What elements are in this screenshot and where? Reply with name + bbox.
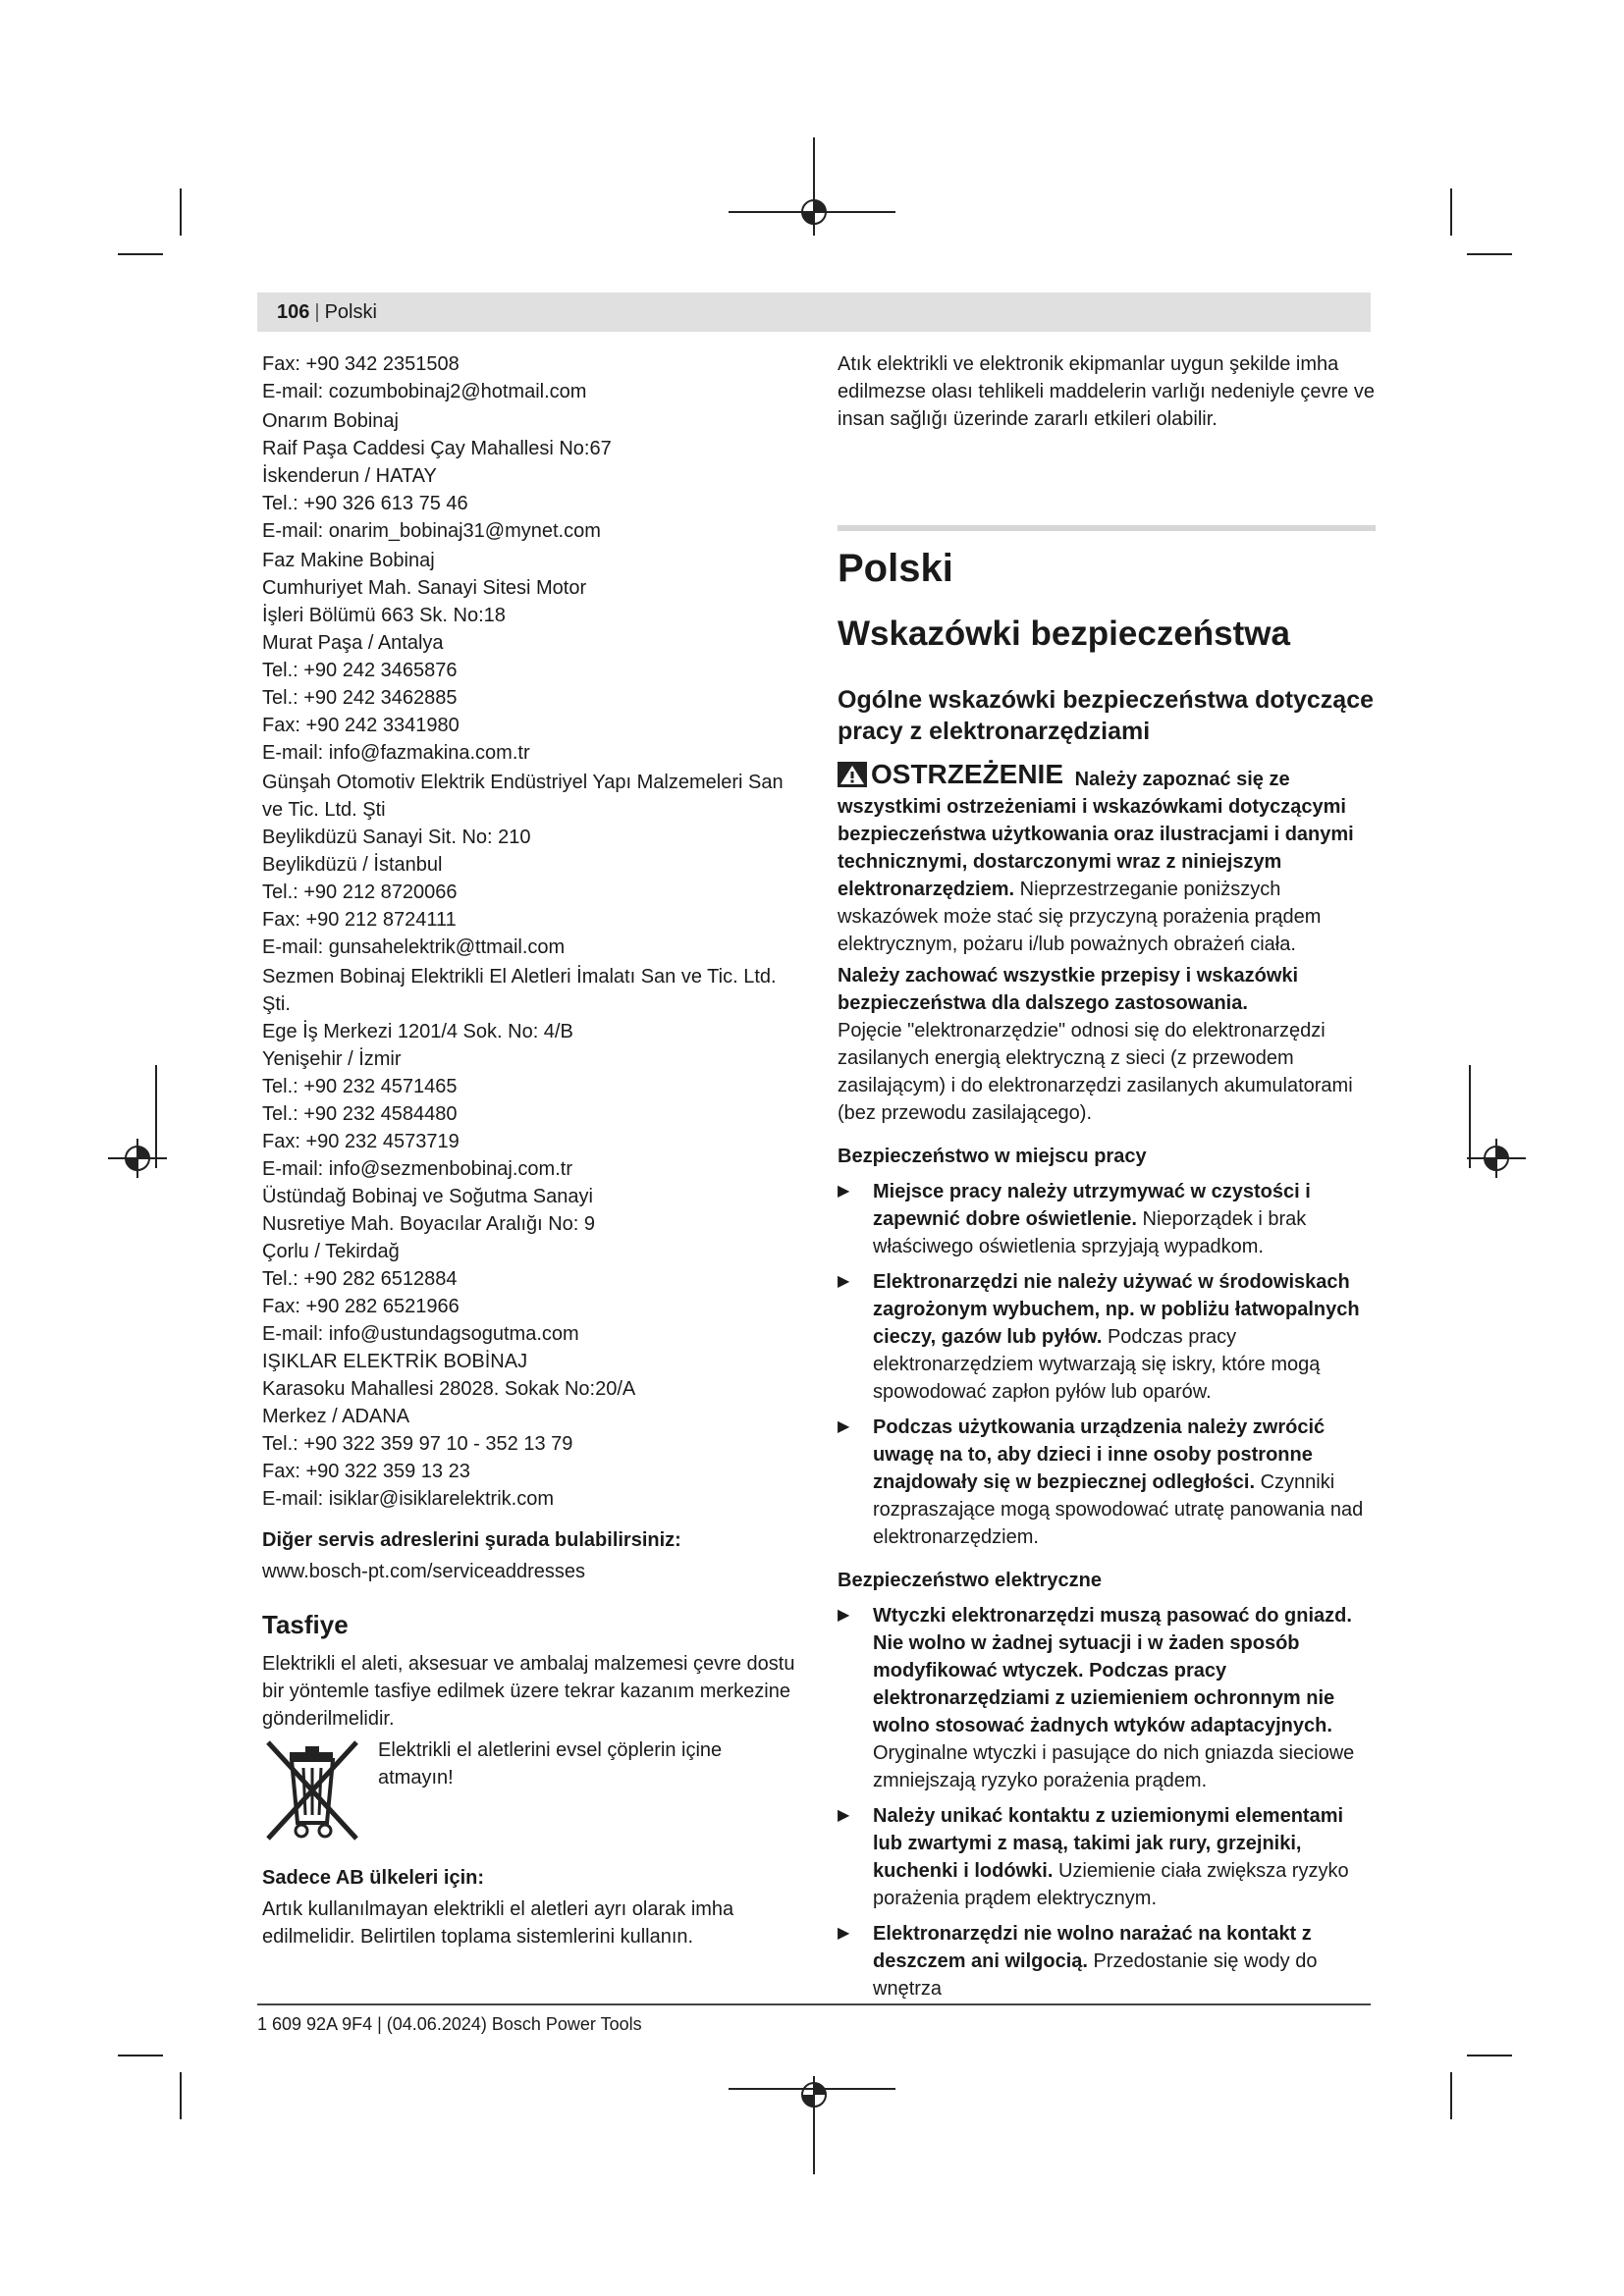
language-title: Polski <box>838 547 953 590</box>
crop-mark <box>118 2055 163 2056</box>
registration-mark-bottom <box>729 2076 895 2174</box>
disposal-heading: Tasfiye <box>262 1610 349 1639</box>
address-line: E-mail: info@fazmakina.com.tr <box>262 742 530 764</box>
address-line: Karasoku Mahallesi 28028. Sokak No:20/A <box>262 1378 636 1400</box>
item-text: Nieporządek i brak właściwego oświetlenia sprzyjają wypadkom. <box>873 1208 1307 1257</box>
address-line: Fax: +90 322 359 13 23 <box>262 1461 470 1482</box>
footer-text: 1 609 92A 9F4 | (04.06.2024) Bosch Power Tools <box>257 2014 642 2034</box>
address-line: Sezmen Bobinaj Elektrikli El Aletleri İmalatı San ve Tic. Ltd. <box>262 966 777 988</box>
address-line: Tel.: +90 212 8720066 <box>262 881 458 903</box>
address-line: E-mail: gunsahelektrik@ttmail.com <box>262 936 566 958</box>
address-line: E-mail: isiklar@isiklarelektrik.com <box>262 1488 555 1510</box>
registration-mark-right <box>1467 1129 1526 1188</box>
keep-instructions: Należy zachować wszystkie przepisy i wskazówki bezpieczeństwa dla dalszego zastosowania. <box>838 965 1299 1014</box>
address-line: Tel.: +90 282 6512884 <box>262 1268 458 1290</box>
address-block <box>262 963 797 1513</box>
section-divider <box>838 525 1376 531</box>
waste-text: Atık elektrikli ve elektronik ekipmanlar uygun şekilde imha edilmezse olası tehlikeli maddelerin varlığı nedeniyle çevre ve insan sağlığı üzerinde zararlı etkileri olabilir. <box>838 353 1375 430</box>
service-address-list <box>262 350 797 1513</box>
warning-triangle-icon <box>838 762 867 787</box>
address-line: İskenderun / HATAY <box>262 465 437 487</box>
right-column <box>838 350 1376 2010</box>
crop-mark <box>1467 2055 1512 2056</box>
address-line: Fax: +90 342 2351508 <box>262 353 460 375</box>
address-line: Onarım Bobinaj <box>262 410 399 432</box>
workplace-safety-list <box>838 1178 1376 1551</box>
address-line: Çorlu / Tekirdağ <box>262 1241 400 1262</box>
bullet-arrow-icon: ▶ <box>838 1807 850 1824</box>
bullet-arrow-icon: ▶ <box>838 1418 850 1435</box>
address-line: Ege İş Merkezi 1201/4 Sok. No: 4/B <box>262 1021 573 1042</box>
address-block <box>262 407 797 545</box>
crop-mark <box>180 188 182 236</box>
bullet-arrow-icon: ▶ <box>838 1607 850 1624</box>
warning-label-text: OSTRZEŻENIE <box>871 759 1064 789</box>
address-line: Tel.: +90 242 3462885 <box>262 687 458 709</box>
address-line: E-mail: info@ustundagsogutma.com <box>262 1323 579 1345</box>
item-text: Oryginalne wtyczki i pasujące do nich gniazda sieciowe zmniejszają ryzyko porażenia prądem. <box>873 1742 1355 1791</box>
list-item <box>838 1268 1376 1406</box>
item-bold: Podczas użytkowania urządzenia należy zwrócić uwagę na to, aby dzieci i inne osoby postronne znajdowały się w bezpiecznej odległości. <box>873 1416 1326 1493</box>
item-bold: Miejsce pracy należy utrzymywać w czystości i zapewnić dobre oświetlenie. <box>873 1181 1311 1230</box>
item-text: Czynniki rozpraszające mogą spowodować utratę panowania nad elektronarzędziem. <box>873 1471 1364 1548</box>
item-bold: Należy unikać kontaktu z uziemionymi elementami lub zwartymi z masą, takimi jak rury, grzejniki, kuchenki i lodówki. <box>873 1805 1344 1882</box>
bullet-arrow-icon: ▶ <box>838 1183 850 1200</box>
address-line: E-mail: onarim_bobinaj31@mynet.com <box>262 520 601 542</box>
item-text: Przedostanie się wody do wnętrza <box>873 1950 1318 2000</box>
general-safety-heading: Ogólne wskazówki bezpieczeństwa dotyczące pracy z elektronarzędziami <box>838 686 1375 745</box>
footer-rule <box>257 2003 1371 2005</box>
weee-notice <box>262 1736 797 1846</box>
address-line: Murat Paşa / Antalya <box>262 632 444 654</box>
address-line: Fax: +90 242 3341980 <box>262 715 460 736</box>
list-item <box>838 1178 1376 1260</box>
header-separator: | <box>314 300 320 323</box>
crop-mark <box>118 253 163 255</box>
list-item <box>838 1920 1376 2002</box>
page-header <box>257 293 1371 332</box>
address-block <box>262 350 797 405</box>
warning-rest: Nieprzestrzeganie poniższych wskazówek może stać się przyczyną porażenia prądem elektrycznym, pożaru i/lub poważnych obrażeń ciała. <box>838 879 1322 955</box>
weee-text: Elektrikli el aletlerini evsel çöplerin içine atmayın! <box>378 1739 723 1789</box>
warning-paragraph <box>838 761 1376 958</box>
address-line: Şti. <box>262 993 291 1015</box>
address-line: Cumhuriyet Mah. Sanayi Sitesi Motor <box>262 577 587 599</box>
address-block <box>262 769 797 961</box>
eu-text: Artık kullanılmayan elektrikli el aletleri ayrı olarak imha edilmelidir. Belirtilen toplama sistemlerini kullanın. <box>262 1898 734 1948</box>
address-line: Fax: +90 282 6521966 <box>262 1296 460 1317</box>
left-column <box>262 350 797 1950</box>
other-addresses-url[interactable]: www.bosch-pt.com/serviceaddresses <box>262 1561 586 1582</box>
address-line: IŞIKLAR ELEKTRİK BOBİNAJ <box>262 1351 528 1372</box>
crop-mark <box>1467 253 1512 255</box>
list-item <box>838 1414 1376 1551</box>
address-line: Beylikdüzü / İstanbul <box>262 854 443 876</box>
warning-label <box>838 761 1063 788</box>
address-line: Tel.: +90 322 359 97 10 - 352 13 79 <box>262 1433 573 1455</box>
address-line: Tel.: +90 326 613 75 46 <box>262 493 468 514</box>
power-tool-definition: Pojęcie "elektronarzędzie" odnosi się do elektronarzędzi zasilanych energią elektryczną z sieci (z przewodem zasilającym) i do elektronarzędzi zasilanych akumulatorami (bez przewodu zasilającego). <box>838 1020 1353 1124</box>
address-line: Fax: +90 212 8724111 <box>262 909 457 931</box>
address-line: Faz Makine Bobinaj <box>262 550 435 571</box>
electrical-safety-heading: Bezpieczeństwo elektryczne <box>838 1570 1102 1591</box>
address-line: ve Tic. Ltd. Şti <box>262 799 386 821</box>
item-bold: Wtyczki elektronarzędzi muszą pasować do gniazd. Nie wolno w żadnej sytuacji i w żaden sposób modyfikować wtyczek. Podczas pracy elektronarzędziami z uziemieniem ochronnym nie wolno stosować żadnych wtyków adaptacyjnych. <box>873 1605 1352 1736</box>
address-line: Merkez / ADANA <box>262 1406 410 1427</box>
list-item <box>838 1802 1376 1912</box>
address-line: İşleri Bölümü 663 Sk. No:18 <box>262 605 506 626</box>
address-block <box>262 547 797 767</box>
other-addresses-heading: Diğer servis adreslerini şurada bulabilirsiniz: <box>262 1529 681 1551</box>
item-bold: Elektronarzędzi nie wolno narażać na kontakt z deszczem ani wilgocią. <box>873 1923 1312 1972</box>
address-line: Tel.: +90 232 4584480 <box>262 1103 458 1125</box>
spacer <box>262 1513 797 1521</box>
electrical-safety-list <box>838 1602 1376 2002</box>
bullet-arrow-icon: ▶ <box>838 1925 850 1942</box>
crossed-bin-icon <box>262 1736 364 1846</box>
address-line: Tel.: +90 232 4571465 <box>262 1076 458 1097</box>
crop-mark <box>1450 2072 1452 2119</box>
item-text: Uziemienie ciała zwiększa ryzyko porażenia prądem elektrycznym. <box>873 1860 1349 1909</box>
address-line: Günşah Otomotiv Elektrik Endüstriyel Yapı Malzemeleri San <box>262 772 784 793</box>
safety-title: Wskazówki bezpieczeństwa <box>838 614 1290 653</box>
address-line: Nusretiye Mah. Boyacılar Aralığı No: 9 <box>262 1213 596 1235</box>
address-line: Raif Paşa Caddesi Çay Mahallesi No:67 <box>262 438 612 459</box>
address-line: Üstündağ Bobinaj ve Soğutma Sanayi <box>262 1186 593 1207</box>
address-line: Tel.: +90 242 3465876 <box>262 660 458 681</box>
address-line: Yenişehir / İzmir <box>262 1048 402 1070</box>
warning-bold: Należy zapoznać się ze wszystkimi ostrzeżeniami i wskazówkami dotyczącymi bezpieczeństwa użytkowania oraz ilustracjami i danymi technicznymi, dostarczonymi wraz z niniejszym elektronarzędziem. <box>838 769 1354 900</box>
list-item <box>838 1602 1376 1794</box>
address-line: E-mail: info@sezmenbobinaj.com.tr <box>262 1158 572 1180</box>
address-line: Beylikdüzü Sanayi Sit. No: 210 <box>262 827 531 848</box>
crop-mark <box>180 2072 182 2119</box>
page-number: 106 <box>277 300 310 323</box>
crop-mark <box>1450 188 1452 236</box>
eu-heading: Sadece AB ülkeleri için: <box>262 1867 485 1889</box>
item-text: Podczas pracy elektronarzędziem wytwarzają się iskry, które mogą spowodować zapłon pyłów lub oparów. <box>873 1326 1321 1403</box>
bullet-arrow-icon: ▶ <box>838 1273 850 1290</box>
registration-mark-left <box>108 1129 167 1188</box>
workplace-safety-heading: Bezpieczeństwo w miejscu pracy <box>838 1146 1147 1167</box>
item-bold: Elektronarzędzi nie należy używać w środowiskach zagrożonym wybuchem, np. w pobliżu łatwopalnych cieczy, gazów lub pyłów. <box>873 1271 1360 1348</box>
address-line: Fax: +90 232 4573719 <box>262 1131 460 1152</box>
address-line: E-mail: cozumbobinaj2@hotmail.com <box>262 381 587 402</box>
registration-mark-top <box>729 137 895 236</box>
disposal-text: Elektrikli el aleti, aksesuar ve ambalaj malzemesi çevre dostu bir yöntemle tasfiye edilmek üzere tekrar kazanım merkezine gönderilmelidir. <box>262 1653 795 1730</box>
header-language: Polski <box>324 300 377 323</box>
